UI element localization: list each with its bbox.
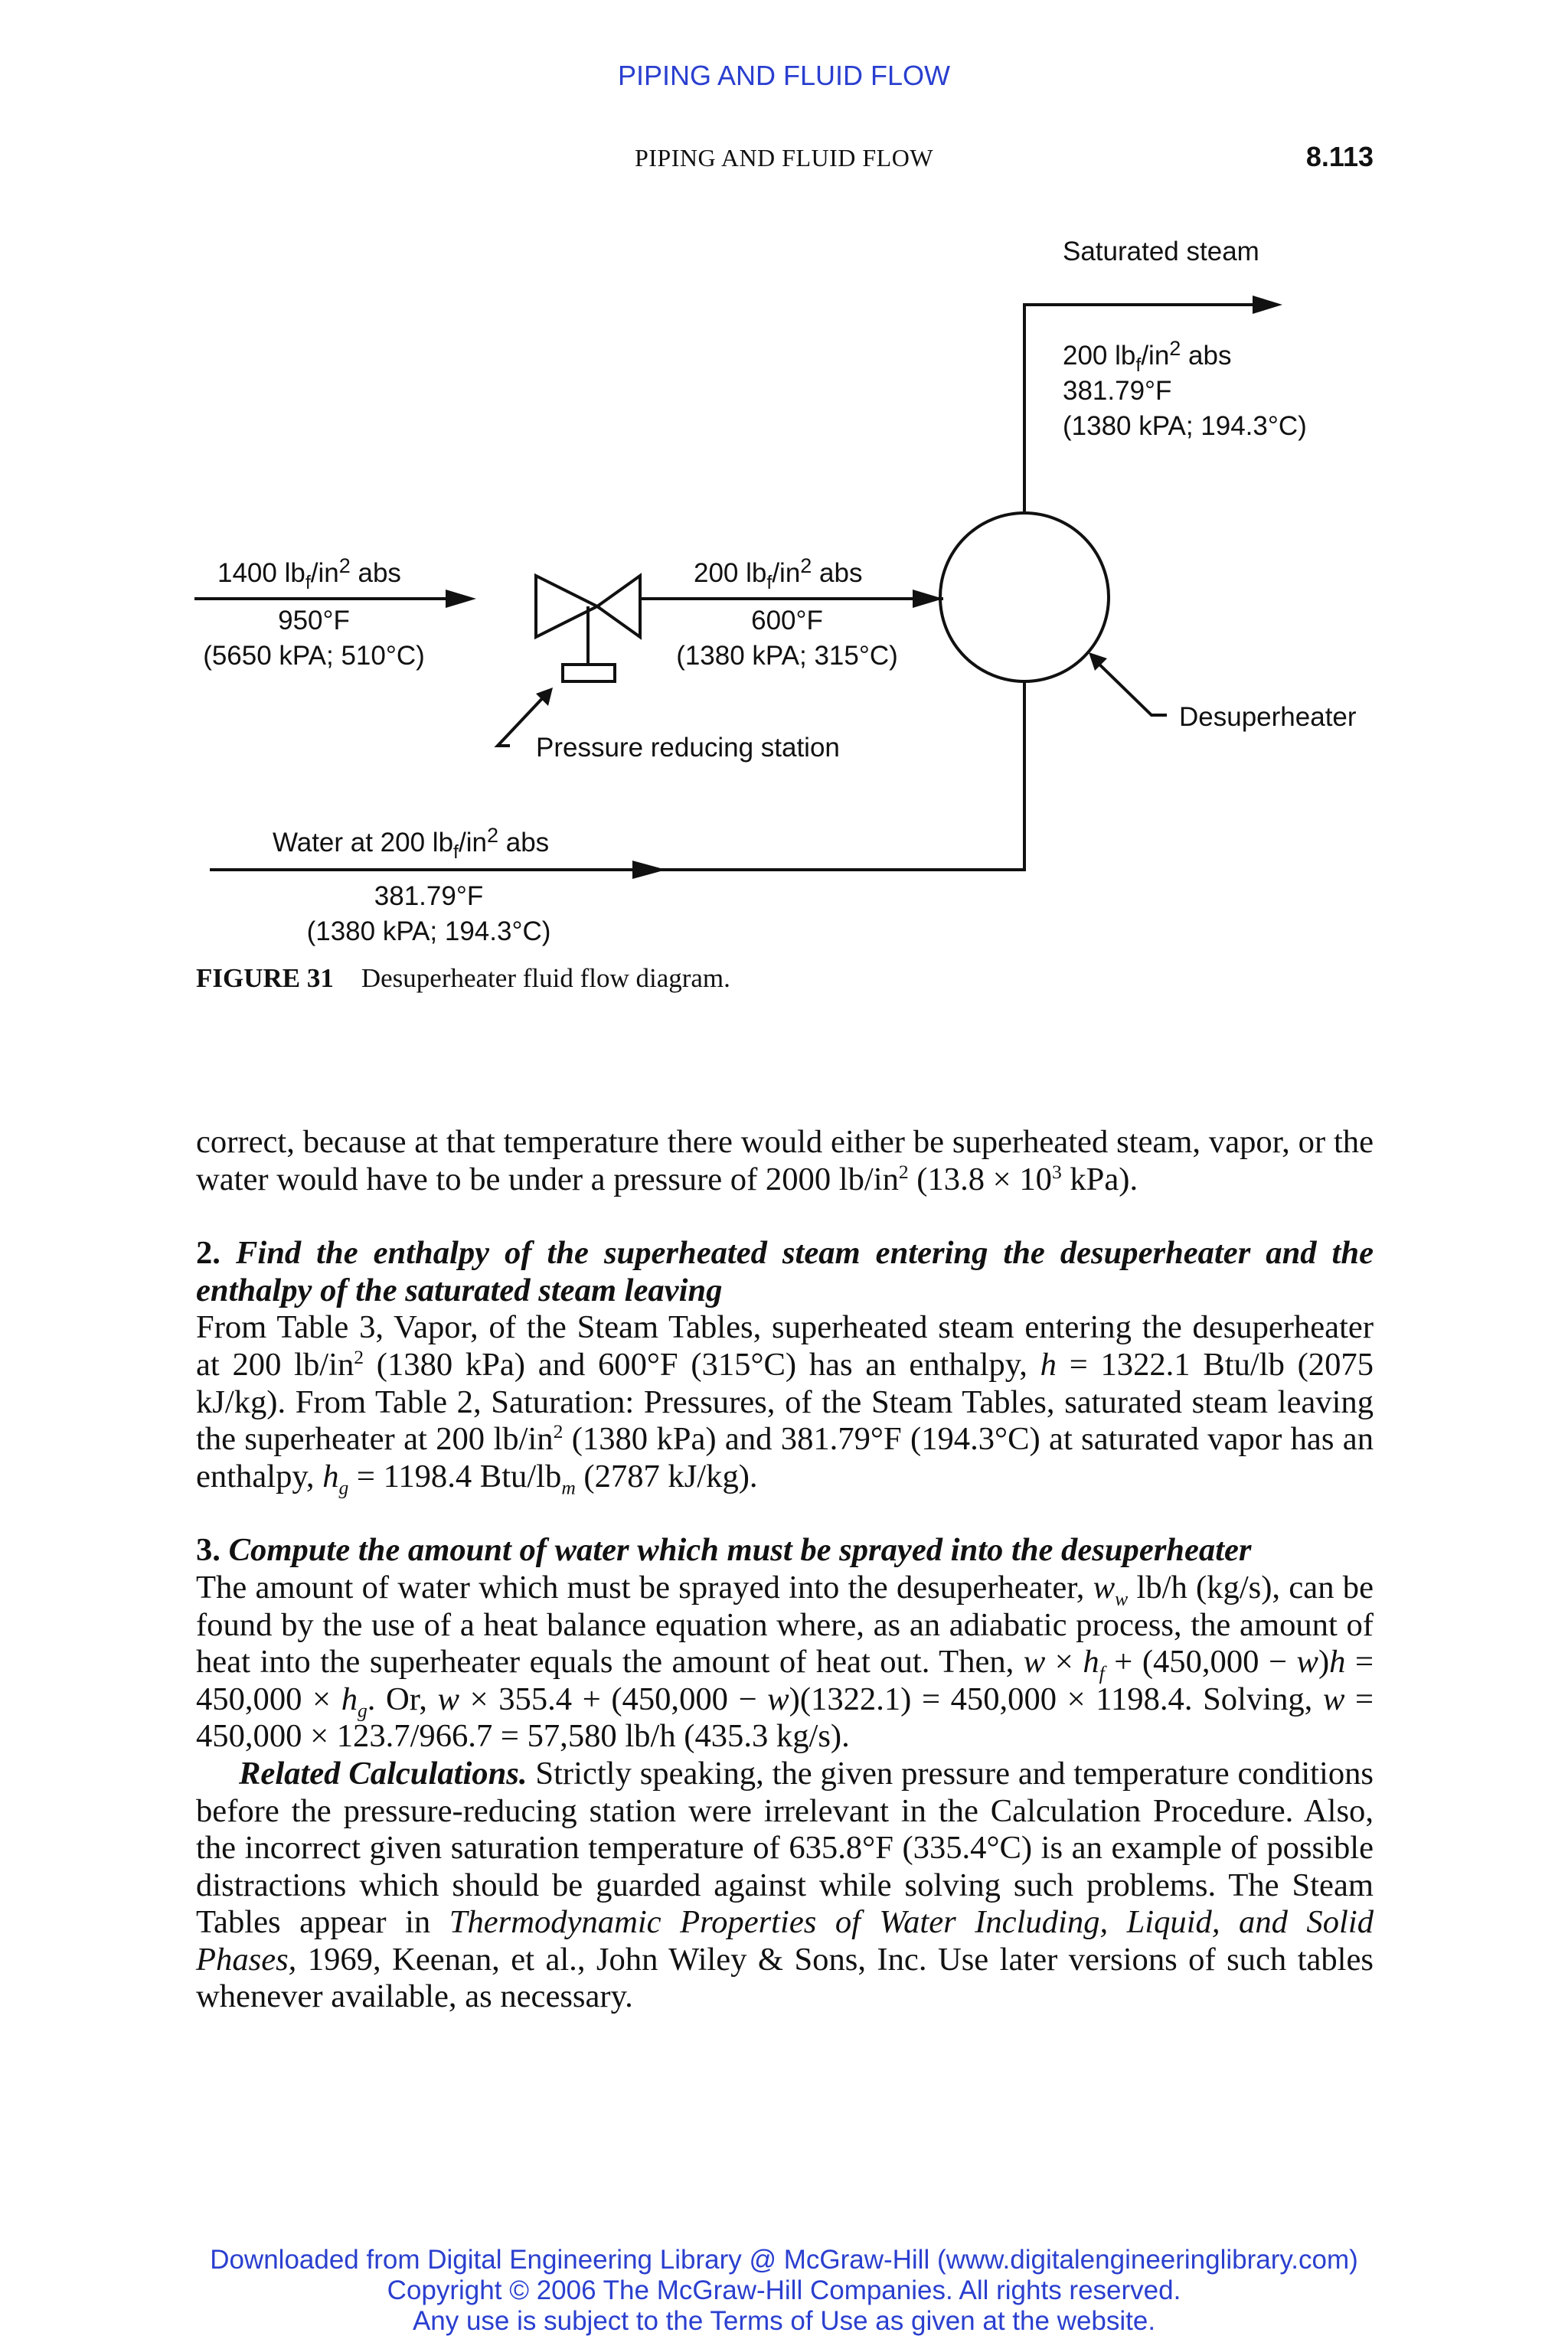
continuation-paragraph: correct, because at that temperature there would either be superheated steam, vapor, or the water would have to be under a pressure of 2000 $lb/in^2$ ($13.8 \times 10^3$ kPa). xyxy=(196,1124,1374,1197)
inlet-temperature: 950°F xyxy=(278,606,350,635)
desuperheater-label: Desuperheater xyxy=(1179,702,1357,732)
water-arrow xyxy=(632,861,666,879)
reduced-si: (1380 kPA; 315°C) xyxy=(676,641,898,671)
related-calculations-paragraph: Related Calculations. Strictly speaking, the given pressure and temperature conditions before the pressure-reducing station were irrelevant in the Calculation Procedure. Also, the incorrect given saturation temperature of 635.8°F (335.4°C) is an example of possible distractions which should be guarded against while solving such problems. The Steam Tables appear in Thermodynamic Properties of Water Including, Liquid, and Solid Phases, 1969, Keenan, et al., John Wiley & Sons, Inc. Use later versions of such tables whenever available, as necessary. xyxy=(196,1755,1374,2015)
step-2-paragraph: From Table 3, Vapor, of the Steam Tables, superheated steam entering the desuperheater at 200 $lb/in^2$ (1380 kPa) and 600°F (315°C) has an enthalpy, h = 1322.1 Btu/lb (2075 kJ/kg). From Table 2, Saturation: Pressures, of the Steam Tables, saturated steam leaving the superheater at 200 $lb/in^2$ (1380 kPa) and 381.79°F (194.3°C) at saturated vapor has an enthalpy, $h_g = 1198.4$ Btu/$lb_m$ (2787 kJ/kg). xyxy=(196,1309,1374,1499)
body-text xyxy=(196,1124,1374,2016)
saturated-steam-si: (1380 kPA; 194.3°C) xyxy=(1063,411,1307,441)
reduced-pressure: 200 $lb_f/in^2$ abs xyxy=(694,554,863,593)
reduced-arrow xyxy=(913,590,943,608)
download-footer xyxy=(0,2245,1568,2337)
pressure-station-label: Pressure reducing station xyxy=(536,733,840,763)
step-2-heading: 2. Find the enthalpy of the superheated steam entering the desuperheater and the enthalpy of the saturated steam leaving xyxy=(196,1235,1374,1308)
inlet-arrow xyxy=(446,590,476,608)
desuperheater-leader xyxy=(1095,660,1167,715)
desuperheater-vessel xyxy=(940,513,1109,681)
figure-caption xyxy=(196,963,730,994)
valve-actuator xyxy=(563,665,615,681)
water-si: (1380 kPA; 194.3°C) xyxy=(306,916,551,946)
running-head: PIPING AND FLUID FLOW xyxy=(634,144,934,172)
footer-line-3: Any use is subject to the Terms of Use as given at the website. xyxy=(412,2306,1156,2336)
water-temperature: 381.79°F xyxy=(374,881,484,911)
inlet-pressure: 1400 $lb_f/in^2$ abs xyxy=(217,554,401,593)
step-3-heading: 3. Compute the amount of water which must be sprayed into the desuperheater xyxy=(196,1532,1252,1569)
pressure-reducing-valve-right xyxy=(597,576,640,637)
saturated-steam-title: Saturated steam xyxy=(1063,237,1259,266)
reduced-temperature: 600°F xyxy=(751,606,823,635)
steam-outlet-pipe xyxy=(1024,305,1256,511)
footer-line-1: Downloaded from Digital Engineering Library @ McGraw-Hill (www.digitalengineeringlibrary.com) xyxy=(210,2245,1358,2275)
figure-caption-text: Desuperheater fluid flow diagram. xyxy=(361,963,730,993)
footer-line-2: Copyright © 2006 The McGraw-Hill Companies. All rights reserved. xyxy=(387,2275,1181,2305)
figure-label: FIGURE 31 xyxy=(196,963,334,993)
saturated-steam-pressure: 200 $lb_f/in^2$ abs xyxy=(1063,337,1232,376)
step-3-paragraph: The amount of water which must be sprayed into the desuperheater, $w_w$ lb/h (kg/s), can be found by the use of a heat balance equation where, as an adiabatic process, the amount of heat into the superheater equals the amount of heat out. Then, $w \times h_f + (450,000 - w)h = 450,000 \times h_g$. Or, w × 355.4 + (450,000 − w)(1322.1) = 450,000 × 1198.4. Solving, w = 450,000 × 123.7/966.7 = 57,580 lb/h (435.3 kg/s). xyxy=(196,1569,1374,1755)
water-pressure: Water at 200 $lb_f/in^2$ abs xyxy=(273,824,550,863)
inlet-si: (5650 kPA; 510°C) xyxy=(203,641,425,671)
page-number: 8.113 xyxy=(1305,141,1374,172)
saturated-steam-temperature: 381.79°F xyxy=(1063,376,1172,406)
steam-outlet-arrow xyxy=(1253,296,1282,314)
top-header: PIPING AND FLUID FLOW xyxy=(617,60,951,91)
